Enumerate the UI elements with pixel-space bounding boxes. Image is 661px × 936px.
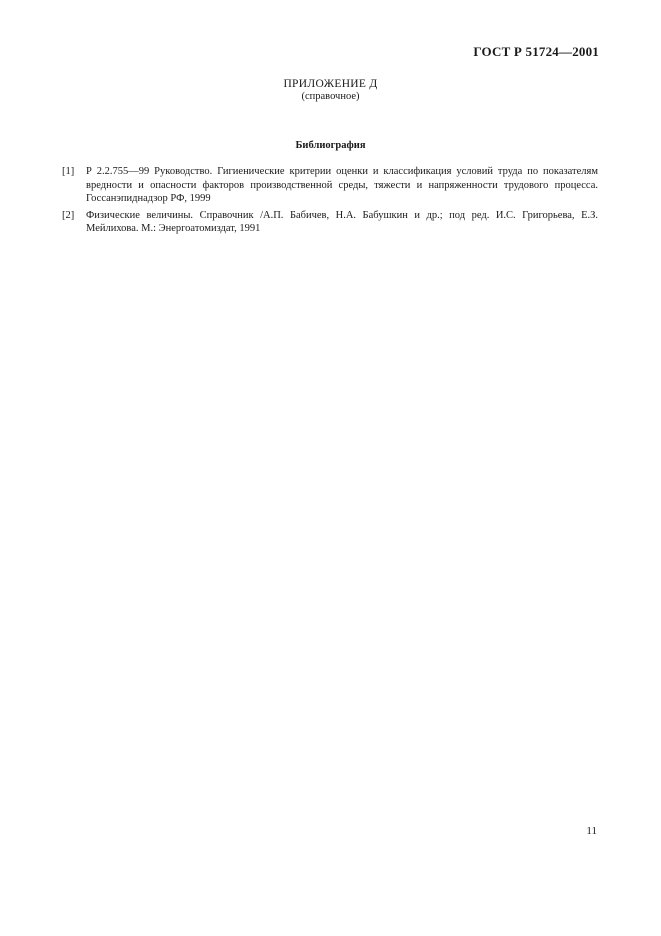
bibliography-item: [62, 209, 598, 236]
section-title: Библиография: [295, 140, 366, 151]
bibliography-item: [62, 165, 598, 206]
appendix-subtitle: (справочное): [301, 91, 360, 102]
bibliography-item-text: Физические величины. Справочник /А.П. Бабичев, Н.А. Бабушкин и др.; под ред. И.С. Григорьева, Е.З. Мейлихова. М.: Энергоатомиздат, 1991: [86, 209, 598, 234]
bibliography-item-number: [2]: [62, 209, 75, 221]
bibliography-item-number: [1]: [62, 166, 75, 177]
bibliography-item-text: Р 2.2.755—99 Руководство. Гигиенические критерии оценки и классификация условий труда по показателям вредности и опасности факторов производственной среды, тяжести и напряженности трудового процесса. Госсанэпиднадзор РФ, 1999: [86, 166, 598, 204]
standard-code: ГОСТ Р 51724—2001: [473, 44, 599, 59]
appendix-title: ПРИЛОЖЕНИЕ Д: [283, 78, 378, 90]
appendix-heading: [0, 78, 661, 103]
page-number: 11: [586, 825, 597, 837]
bibliography-list: [62, 165, 598, 239]
